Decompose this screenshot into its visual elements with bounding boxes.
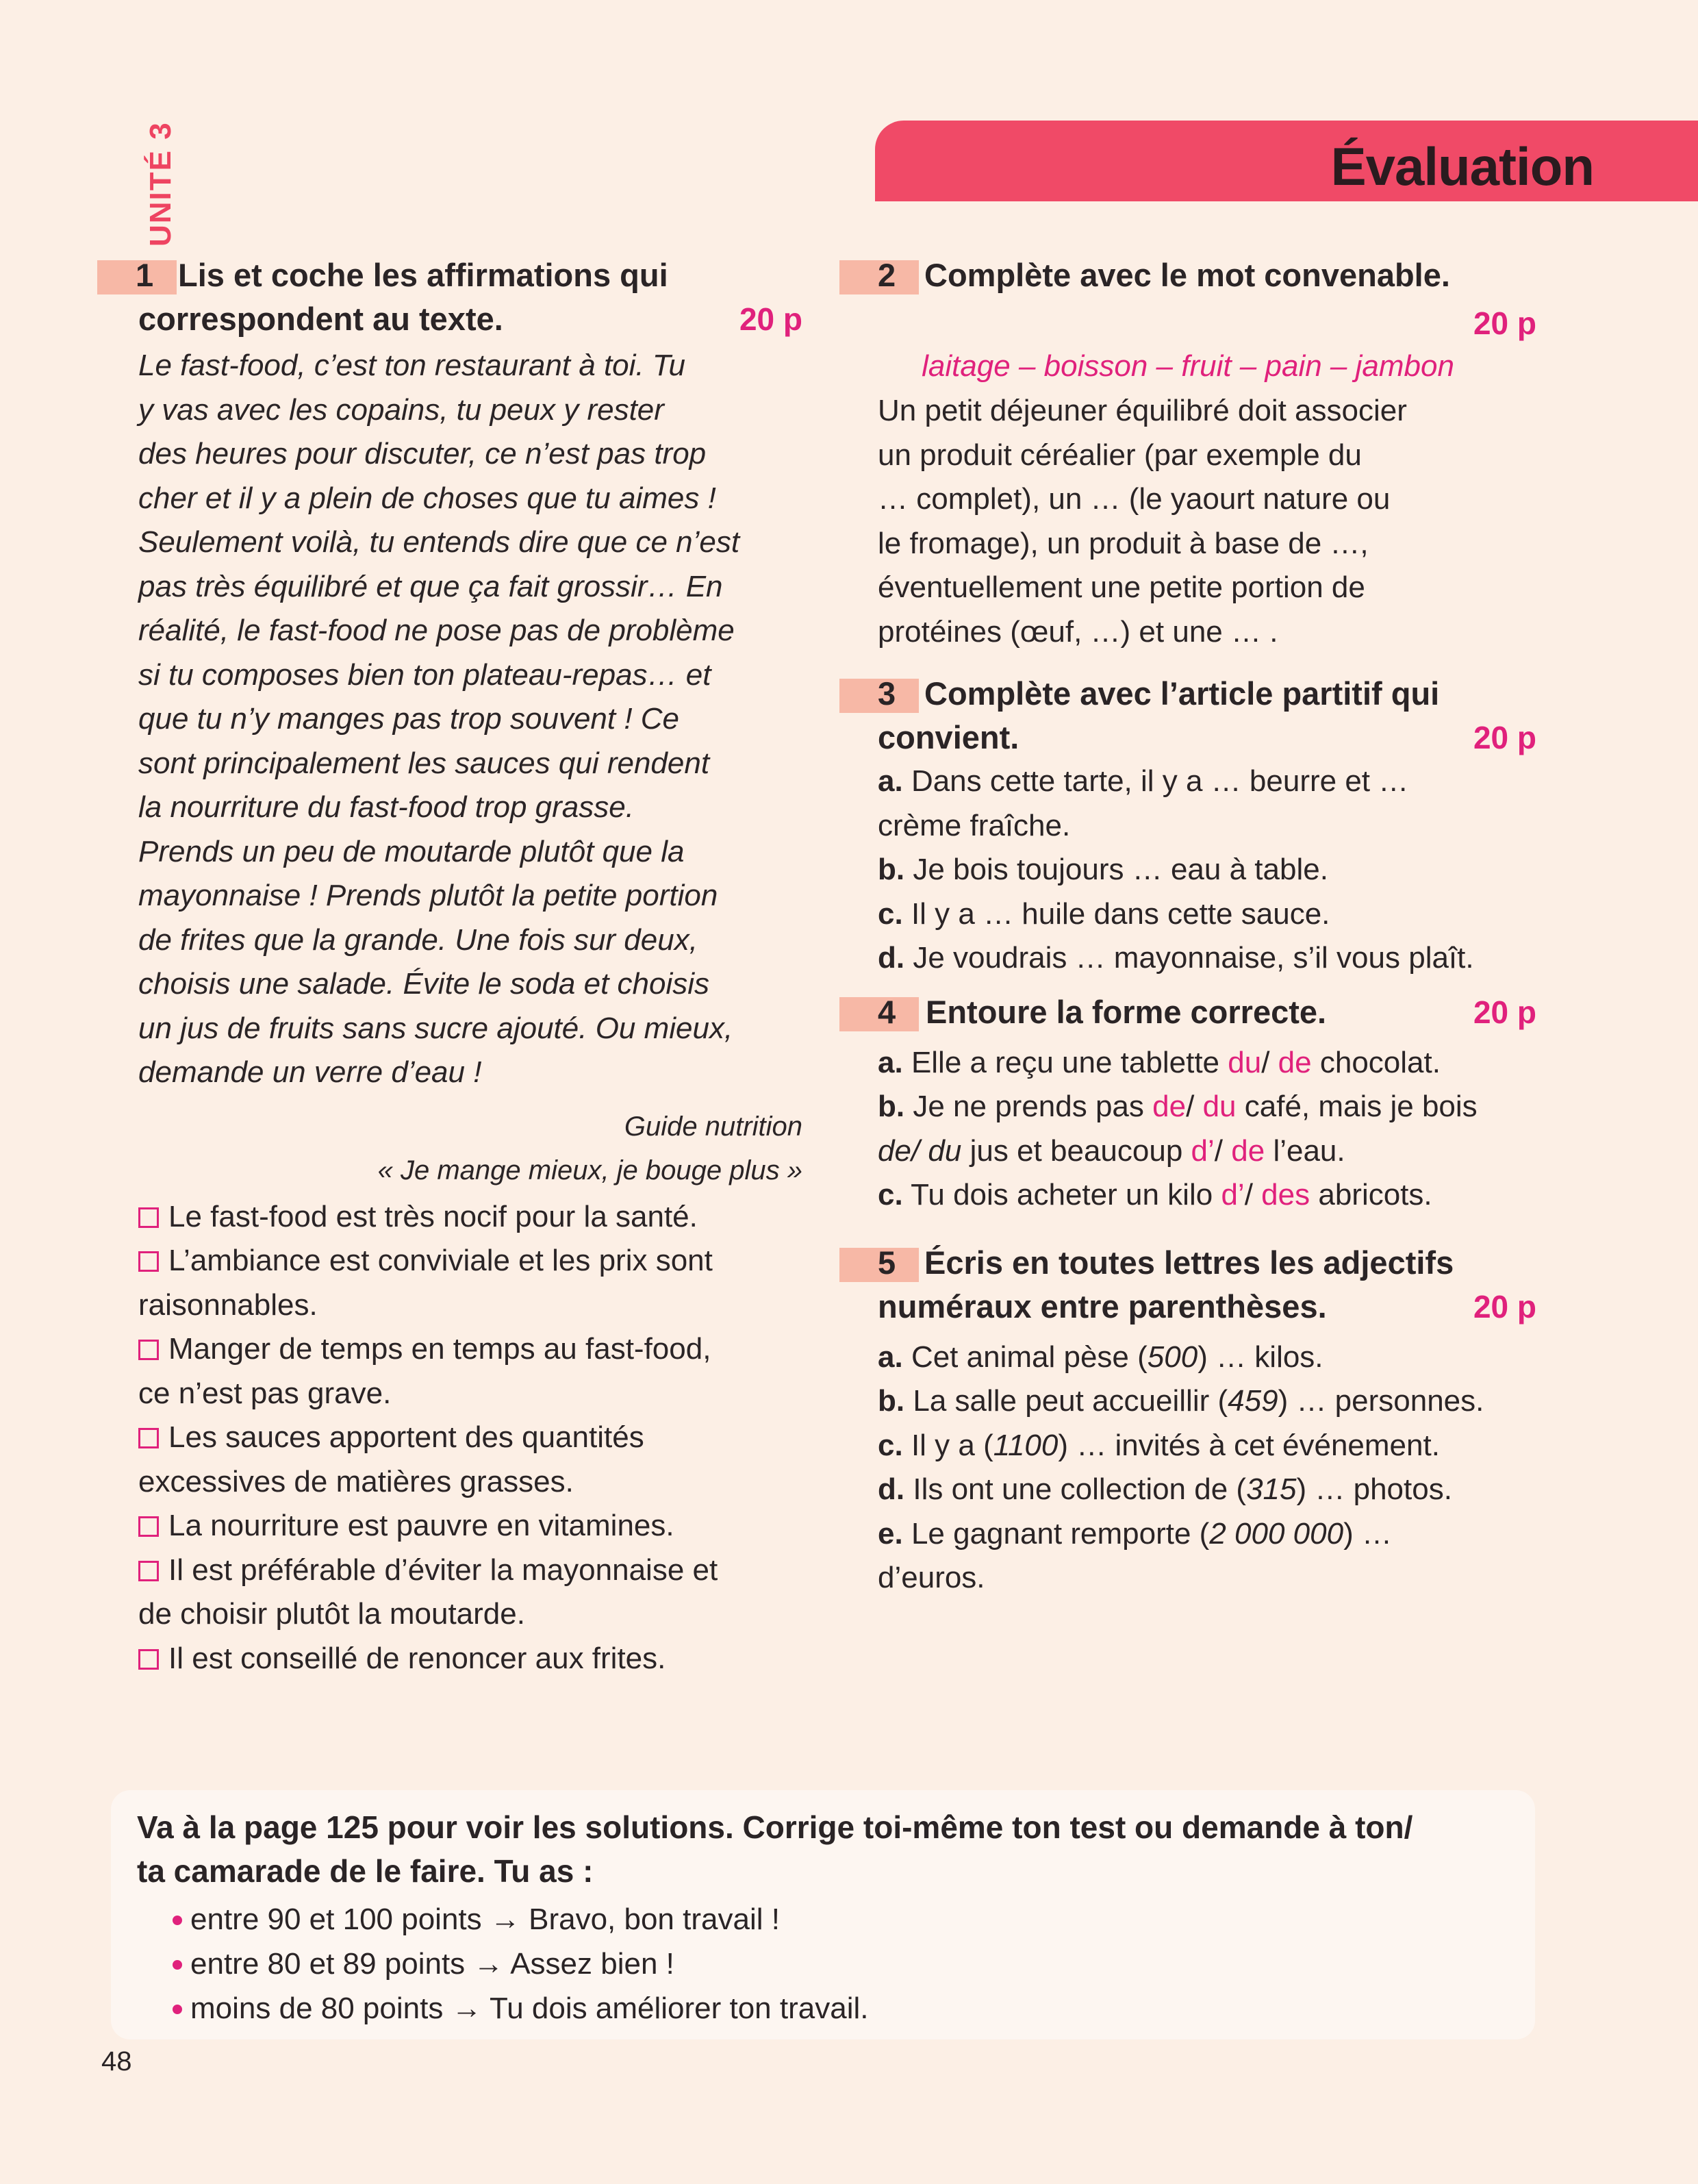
bullet-dot-icon [173,1916,182,1925]
exercise-3-items [839,760,1536,981]
text-line: Un petit déjeuner équilibré doit associer [878,394,1407,427]
option-word[interactable]: de [1231,1133,1265,1168]
exercise-item [878,1379,1536,1424]
item-text: Je bois toujours … eau à table. [913,853,1328,886]
text-line: la nourriture du fast-food trop grasse. [138,790,634,824]
exercise-points: 20 p [739,301,802,337]
text-line: de frites que la grande. Une fois sur deux, [138,922,698,957]
checkbox[interactable] [138,1207,159,1228]
score-text: entre 90 et 100 points → Bravo, bon travail ! [190,1903,780,1936]
right-column [839,253,1536,1601]
exercise-5-heading [839,1241,1536,1329]
item-text: Il y a ( [911,1428,993,1462]
option-word[interactable]: du [928,1133,962,1168]
checkbox[interactable] [138,1649,159,1670]
item-text: Je ne prends pas [913,1090,1144,1123]
score-list [137,1897,1520,2031]
checkbox[interactable] [138,1428,159,1448]
source-line: « Je mange mieux, je bouge plus » [377,1155,802,1185]
item-number: 2 000 000 [1209,1516,1344,1551]
item-text: l’eau. [1273,1133,1345,1168]
item-text: ) … kilos. [1198,1340,1323,1374]
exercise-item [878,1085,1536,1129]
checkbox-label: L’ambiance est conviviale et les prix sont [168,1244,713,1277]
option-slash: / [1186,1090,1195,1123]
text-line: pas très équilibré et que ça fait grossir… En [138,569,723,603]
item-letter: c. [878,1178,903,1212]
checkbox-item[interactable] [138,1195,802,1240]
exercise-item-cont [878,1129,1536,1174]
text-line: Seulement voilà, tu entends dire que ce n’est [138,525,740,559]
item-letter: a. [878,1045,903,1079]
text-line: Prends un peu de moutarde plutôt que la [138,834,685,868]
reading-text [97,344,802,1095]
text-line: un produit céréalier (par exemple du [878,438,1362,472]
item-letter: a. [878,1340,903,1374]
item-letter: c. [878,1428,903,1462]
exercise-item [878,1041,1536,1085]
exercise-points: 20 p [1473,1288,1536,1325]
solutions-content [137,1805,1520,2031]
text-line: Le fast-food, c’est ton restaurant à toi. Tu [138,349,685,382]
source-citation [97,1105,802,1192]
item-number: 459 [1228,1384,1278,1418]
checkbox[interactable] [138,1251,159,1272]
exercise-item [878,1512,1536,1557]
item-text: ) … photos. [1296,1472,1452,1506]
score-item [137,1897,1520,1942]
exercise-number: 4 [878,993,896,1030]
score-text: entre 80 et 89 points → Assez bien ! [190,1947,674,1981]
item-text: Ils ont une collection de ( [913,1472,1247,1506]
item-letter: e. [878,1516,903,1551]
exercise-item [878,1173,1536,1218]
checkbox-label-cont: raisonnables. [138,1288,318,1322]
text-line: si tu composes bien ton plateau-repas… et [138,657,711,692]
text-line: y vas avec les copains, tu peux y rester [138,392,664,427]
item-text: Cet animal pèse ( [911,1340,1148,1374]
checkbox-label: Il est conseillé de renoncer aux frites. [168,1641,666,1675]
solutions-box [111,1790,1535,2039]
option-word[interactable]: de [878,1133,911,1168]
item-text: Il y a … huile dans cette sauce. [911,896,1330,931]
item-letter: a. [878,764,903,798]
item-text: jus et beaucoup [970,1133,1183,1168]
text-line: éventuellement une petite portion de [878,570,1365,604]
text-line: mayonnaise ! Prends plutôt la petite portion [138,879,718,912]
evaluation-banner [875,121,1698,201]
checkbox-label-cont: ce n’est pas grave. [138,1376,392,1410]
exercise-title-line1: Complète avec l’article partitif qui [924,675,1440,712]
checkbox-item[interactable] [138,1548,802,1637]
item-text: abricots. [1318,1178,1432,1212]
item-text: Je voudrais … mayonnaise, s’il vous plaît. [913,941,1474,975]
checkbox[interactable] [138,1340,159,1360]
item-text: chocolat. [1319,1045,1441,1079]
source-line: Guide nutrition [624,1111,802,1142]
exercise-1-heading [97,253,802,341]
item-text: La salle peut accueillir ( [913,1384,1228,1418]
exercise-2-text [839,389,1536,654]
text-line: que tu n’y manges pas trop souvent ! Ce [138,702,680,736]
exercise-title-line2 [839,716,1536,760]
checkbox-label: Il est préférable d’éviter la mayonnaise et [168,1553,718,1587]
exercise-title-line1: Lis et coche les affirmations qui [178,257,668,293]
item-text: Dans cette tarte, il y a … beurre et … [911,764,1409,798]
exercise-item [878,936,1536,981]
solutions-title-line: Va à la page 125 pour voir les solutions. Corrige toi-même ton test ou demande à ton/ [137,1809,1413,1845]
text-line: cher et il y a plein de choses que tu aimes ! [138,481,716,515]
exercise-points-row [839,297,1536,341]
item-text: Tu dois acheter un kilo [911,1178,1213,1212]
exercise-title-line2 [97,297,802,341]
item-letter: c. [878,896,903,931]
checkbox-label: Manger de temps en temps au fast-food, [168,1332,711,1366]
exercise-title: Complète avec le mot convenable. [924,257,1450,293]
option-word[interactable]: d’ [1221,1178,1245,1212]
option-slash: / [1244,1178,1253,1212]
exercise-item [878,760,1536,804]
exercise-number: 2 [878,257,896,293]
option-slash: / [911,1133,920,1168]
checkbox-label: Le fast-food est très nocif pour la santé. [168,1199,698,1233]
exercise-title-line2-text: correspondent au texte. [138,301,503,337]
text-line: un jus de fruits sans sucre ajouté. Ou mieux, [138,1011,733,1045]
checkbox-item[interactable] [138,1416,802,1504]
item-number: 500 [1147,1340,1198,1374]
option-slash: / [1261,1045,1270,1079]
text-line: des heures pour discuter, ce n’est pas trop [138,437,707,470]
item-text: ) … [1343,1516,1392,1551]
checkbox-item[interactable] [138,1239,802,1327]
word-bank: laitage – boisson – fruit – pain – jambon [922,349,1454,383]
item-letter: b. [878,1384,905,1418]
checkbox-label-cont: excessives de matières grasses. [138,1464,574,1498]
item-letter: d. [878,941,905,975]
exercise-item [878,1335,1536,1380]
exercise-number: 5 [878,1244,896,1281]
checkbox-item[interactable] [138,1504,802,1548]
checkbox-item[interactable] [138,1327,802,1416]
unit-label: UNITÉ 3 [144,121,177,247]
item-text: Elle a reçu une tablette [911,1045,1220,1079]
text-line: protéines (œuf, …) et une … . [878,614,1278,649]
exercise-item [878,848,1536,892]
item-text: café, mais je bois [1244,1090,1478,1123]
text-line: choisis une salade. Évite le soda et choisis [138,967,710,1001]
item-letter: d. [878,1472,905,1506]
page-number: 48 [101,2046,132,2076]
score-item [137,1942,1520,1986]
exercise-3-heading [839,672,1536,760]
exercise-points: 20 p [1473,994,1536,1030]
exercise-title-line2 [839,1285,1536,1329]
text-line: … complet), un … (le yaourt nature ou [878,482,1391,516]
exercise-title: Entoure la forme correcte. [926,993,1327,1030]
exercise-number: 3 [878,675,896,712]
exercise-2-heading [839,253,1536,341]
item-number: 315 [1246,1472,1297,1506]
option-word[interactable]: des [1261,1178,1310,1212]
checkbox-label: Les sauces apportent des quantités [168,1420,644,1454]
left-column [97,253,802,1681]
score-text: moins de 80 points → Tu dois améliorer ton travail. [190,1992,869,2025]
option-slash: / [1214,1133,1224,1168]
exercise-4-heading [839,990,1536,1034]
option-word[interactable]: de [1278,1045,1312,1079]
text-line: réalité, le fast-food ne pose pas de problème [138,614,735,647]
exercise-item [878,1468,1536,1512]
score-item [137,1986,1520,2031]
item-letter: b. [878,1090,905,1123]
exercise-item [878,1424,1536,1468]
checkbox-label-cont: de choisir plutôt la moutarde. [138,1597,525,1631]
banner-title: Évaluation [1330,136,1594,197]
option-word[interactable]: du [1228,1045,1262,1079]
exercise-points: 20 p [1473,720,1536,755]
bullet-dot-icon [173,2005,182,2014]
option-word[interactable]: d’ [1191,1133,1215,1168]
item-text: ) … personnes. [1278,1384,1484,1418]
item-letter: b. [878,853,905,886]
checkbox-list [97,1195,802,1681]
exercise-item [878,892,1536,937]
checkbox-item[interactable] [138,1637,802,1681]
text-line: demande un verre d’eau ! [138,1055,482,1089]
exercise-title-line2-text: convient. [878,719,1019,755]
exercise-points: 20 p [1473,305,1536,341]
item-text: ) … invités à cet événement. [1058,1428,1440,1462]
exercise-title-line2-text: numéraux entre parenthèses. [878,1288,1327,1325]
bullet-dot-icon [173,1960,182,1970]
option-word[interactable]: du [1202,1090,1237,1123]
exercise-5-items [839,1335,1536,1601]
checkbox[interactable] [138,1561,159,1581]
exercise-4-items [839,1041,1536,1218]
item-number: 1100 [993,1428,1059,1462]
item-text: Le gagnant remporte ( [911,1516,1210,1551]
exercise-number: 1 [136,257,154,293]
checkbox[interactable] [138,1516,159,1537]
solutions-title-line: ta camarade de le faire. Tu as : [137,1853,594,1889]
text-line: sont principalement les sauces qui rendent [138,746,710,780]
item-text-cont: d’euros. [878,1561,985,1594]
exercise-title-line1: Écris en toutes lettres les adjectifs [924,1244,1454,1281]
item-text-cont: crème fraîche. [878,808,1071,842]
checkbox-label: La nourriture est pauvre en vitamines. [168,1509,674,1542]
option-word[interactable]: de [1152,1090,1187,1123]
text-line: le fromage), un produit à base de …, [878,526,1369,560]
